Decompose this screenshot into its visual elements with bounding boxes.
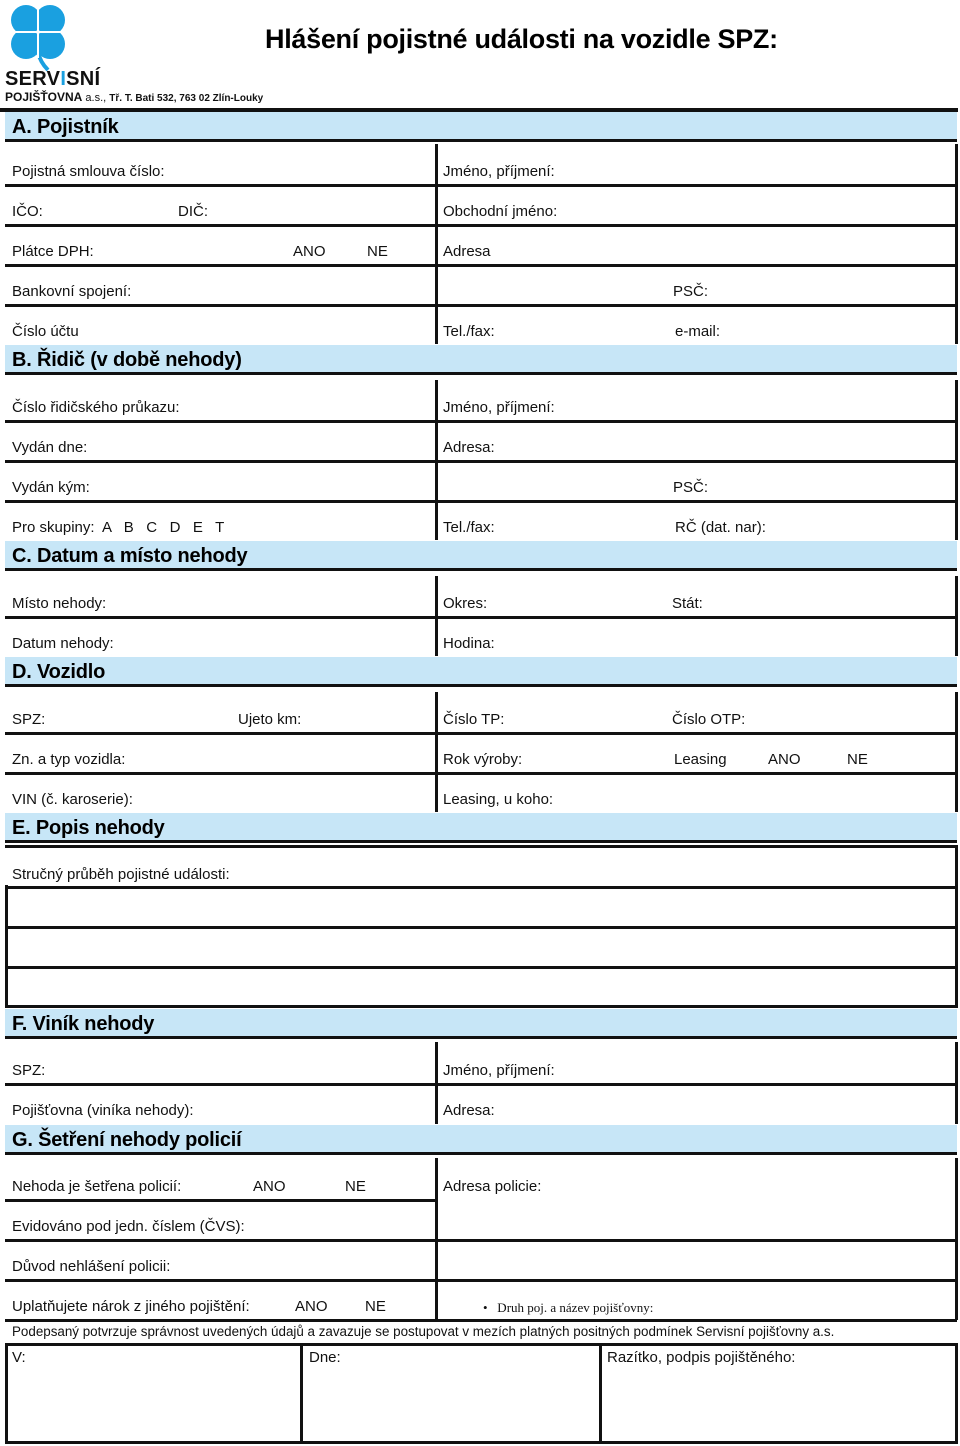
registration-number-field[interactable]: Evidováno pod jedn. číslem (ČVS):: [12, 1218, 245, 1235]
tp-number-field[interactable]: Číslo TP:: [443, 711, 505, 728]
account-field[interactable]: Číslo účtu: [12, 323, 79, 340]
accident-place-field[interactable]: Místo nehody:: [12, 595, 107, 612]
dic-field[interactable]: DIČ:: [178, 203, 208, 220]
section-g-header: G. Šetření nehody policií: [5, 1125, 957, 1155]
state-field[interactable]: Stát:: [672, 595, 703, 612]
vehicle-spz-field[interactable]: SPZ:: [12, 711, 46, 728]
ico-field[interactable]: IČO:: [12, 203, 43, 220]
divider: [5, 420, 957, 423]
policyholder-email-field[interactable]: e-mail:: [675, 323, 721, 340]
stamp-signature-field[interactable]: Razítko, podpis pojištěného:: [607, 1349, 796, 1366]
divider: [955, 692, 958, 812]
divider: [435, 144, 438, 344]
divider: [955, 144, 958, 344]
divider: [5, 1319, 957, 1322]
policyholder-address-field[interactable]: Adresa: [443, 243, 491, 260]
logo-company-line: POJIŠŤOVNA a.s., Tř. T. Bati 532, 763 02 Zlín-Louky: [5, 90, 264, 104]
divider: [5, 885, 8, 1008]
driver-rc-field[interactable]: RČ (dat. nar):: [675, 519, 766, 536]
section-c-header: C. Datum a místo nehody: [5, 541, 957, 571]
divider: [5, 304, 957, 307]
leasing-who-field[interactable]: Leasing, u koho:: [443, 791, 554, 808]
vat-payer-label: Plátce DPH:: [12, 243, 94, 260]
driver-name-field[interactable]: Jméno, příjmení:: [443, 399, 555, 416]
culprit-insurer-field[interactable]: Pojišťovna (viníka nehody):: [12, 1102, 194, 1119]
section-b-header: B. Řidič (v době nehody): [5, 345, 957, 375]
divider: [5, 1279, 957, 1282]
issued-by-field[interactable]: Vydán kým:: [12, 479, 90, 496]
divider: [955, 1343, 958, 1444]
accident-hour-field[interactable]: Hodina:: [443, 635, 495, 652]
section-f-header: F. Viník nehody: [5, 1009, 957, 1039]
km-field[interactable]: Ujeto km:: [238, 711, 302, 728]
driver-tel-field[interactable]: Tel./fax:: [443, 519, 495, 536]
signature-place-field[interactable]: V:: [12, 1349, 26, 1366]
clover-logo-icon: [4, 2, 74, 72]
police-investigated-label: Nehoda je šetřena policií:: [12, 1178, 182, 1195]
year-field[interactable]: Rok výroby:: [443, 751, 523, 768]
policyholder-tel-field[interactable]: Tel./fax:: [443, 323, 495, 340]
policyholder-psc-field[interactable]: PSČ:: [673, 283, 709, 300]
non-report-reason-field[interactable]: Důvod nehlášení policii:: [12, 1258, 171, 1275]
vehicle-make-field[interactable]: Zn. a typ vozidla:: [12, 751, 126, 768]
police-yes-option[interactable]: ANO: [253, 1178, 286, 1195]
district-field[interactable]: Okres:: [443, 595, 488, 612]
divider: [5, 1083, 957, 1086]
section-d-header: D. Vozidlo: [5, 657, 957, 687]
divider: [5, 1343, 957, 1346]
other-claim-no-option[interactable]: NE: [365, 1298, 386, 1315]
driver-address-field[interactable]: Adresa:: [443, 439, 495, 456]
culprit-name-field[interactable]: Jméno, příjmení:: [443, 1062, 555, 1079]
driver-psc-field[interactable]: PSČ:: [673, 479, 709, 496]
section-a-header: A. Pojistník: [5, 112, 957, 142]
divider: [5, 1199, 437, 1202]
license-number-field[interactable]: Číslo řidičského průkazu:: [12, 399, 180, 416]
divider: [5, 1239, 957, 1242]
other-insurer-field[interactable]: • Druh poj. a název pojišťovny:: [483, 1300, 654, 1315]
divider: [5, 1441, 958, 1444]
otp-number-field[interactable]: Číslo OTP:: [672, 711, 746, 728]
vat-no-option[interactable]: NE: [367, 243, 388, 260]
divider: [5, 886, 957, 889]
vat-yes-option[interactable]: ANO: [293, 243, 326, 260]
business-name-field[interactable]: Obchodní jméno:: [443, 203, 558, 220]
divider: [5, 184, 957, 187]
divider: [5, 616, 957, 619]
divider: [5, 926, 957, 929]
other-claim-yes-option[interactable]: ANO: [295, 1298, 328, 1315]
culprit-address-field[interactable]: Adresa:: [443, 1102, 495, 1119]
bank-field[interactable]: Bankovní spojení:: [12, 283, 132, 300]
declaration-text: Podepsaný potvrzuje správnost uvedených údajů a zavazuje se postupovat v mezích platných positných podmínek Servisní pojišťovny a.s.: [12, 1324, 835, 1339]
divider: [5, 500, 957, 503]
logo-brand: SERVISNÍ: [5, 68, 101, 90]
divider: [5, 1343, 8, 1444]
police-address-field[interactable]: Adresa policie:: [443, 1178, 542, 1195]
other-claim-label: Uplatňujete nárok z jiného pojištění:: [12, 1298, 250, 1315]
divider: [5, 264, 957, 267]
license-groups-field[interactable]: Pro skupiny: A B C D E T: [12, 519, 225, 536]
culprit-spz-field[interactable]: SPZ:: [12, 1062, 46, 1079]
police-no-option[interactable]: NE: [345, 1178, 366, 1195]
signature-date-field[interactable]: Dne:: [309, 1349, 341, 1366]
leasing-no-option[interactable]: NE: [847, 751, 868, 768]
divider: [300, 1343, 303, 1444]
page-title: Hlášení pojistné události na vozidle SPZ:: [265, 24, 778, 54]
divider: [5, 1005, 957, 1008]
issued-on-field[interactable]: Vydán dne:: [12, 439, 88, 456]
divider: [435, 692, 438, 812]
divider: [5, 460, 957, 463]
divider: [5, 845, 957, 848]
divider: [5, 772, 957, 775]
divider: [599, 1343, 602, 1444]
accident-date-field[interactable]: Datum nehody:: [12, 635, 114, 652]
leasing-yes-option[interactable]: ANO: [768, 751, 801, 768]
leasing-label: Leasing: [674, 751, 727, 768]
section-e-header: E. Popis nehody: [5, 813, 957, 843]
policyholder-name-field[interactable]: Jméno, příjmení:: [443, 163, 555, 180]
divider: [5, 224, 957, 227]
description-field[interactable]: Stručný průběh pojistné události:: [12, 866, 230, 883]
divider: [5, 732, 957, 735]
divider: [5, 966, 957, 969]
policy-number-field[interactable]: Pojistná smlouva číslo:: [12, 163, 165, 180]
vin-field[interactable]: VIN (č. karoserie):: [12, 791, 133, 808]
